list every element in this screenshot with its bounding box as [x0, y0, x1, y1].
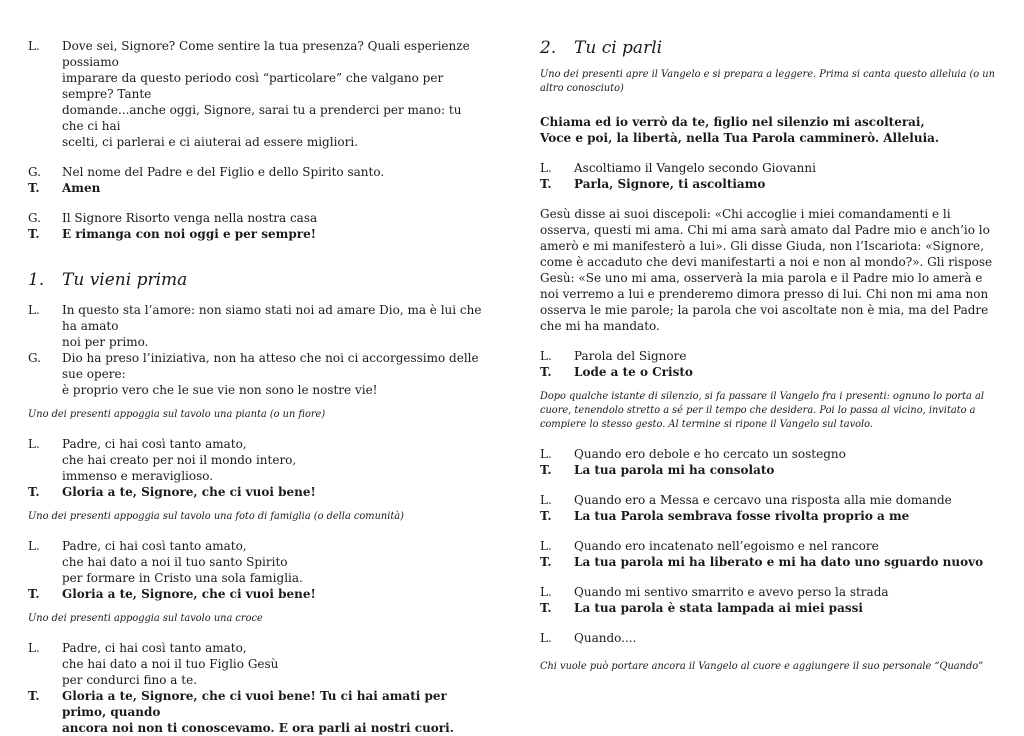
speaker-label: T. [540, 509, 552, 523]
speaker-label: T. [28, 587, 40, 601]
speaker-label: T. [540, 177, 552, 191]
section-heading-2 [540, 38, 995, 58]
line-text: Nel nome del Padre e del Figlio e dello Spirito santo. [62, 165, 385, 179]
response-1-line [28, 484, 483, 500]
line-text: Quando mi sentivo smarrito e avevo perso la strada [574, 585, 889, 599]
speaker-label: L. [28, 437, 40, 451]
opening-line-1 [28, 302, 483, 350]
alleluia-chant: Chiama ed io verrò da te, figlio nel silenzio mi ascolterai, Voce e poi, la libertà, nella Tua Parola camminerò. Alleluia. [540, 115, 940, 145]
speaker-label: G. [28, 351, 41, 365]
announce-response [540, 176, 995, 192]
right-page [540, 38, 995, 674]
speaker-label: T. [540, 365, 552, 379]
line-text: Gloria a te, Signore, che ci vuoi bene! Tu ci hai amati per primo, quando ancora noi non ti conoscevamo. E ora parli ai nostri cuori. [62, 689, 454, 735]
section-title: Tu ci parli [574, 38, 663, 58]
quando-3-response [540, 554, 995, 570]
intro-line-1 [28, 38, 483, 150]
line-text: Amen [62, 181, 101, 195]
intro-line-3 [28, 180, 483, 196]
line-text: Padre, ci hai così tanto amato, che hai dato a noi il tuo santo Spirito per formare in Cristo una sola famiglia. [62, 539, 303, 585]
speaker-label: L. [540, 493, 552, 507]
speaker-label: L. [28, 303, 40, 317]
line-text: Ascoltiamo il Vangelo secondo Giovanni [574, 161, 816, 175]
line-text: Dio ha preso l’iniziativa, non ha atteso che noi ci accorgessimo delle sue opere: è proprio vero che le sue vie non sono le nostre vie! [62, 351, 479, 397]
line-text: Padre, ci hai così tanto amato, che hai dato a noi il tuo Figlio Gesù per condurci fino a te. [62, 641, 279, 687]
quando-final-line [540, 630, 995, 646]
opening-line-2 [28, 350, 483, 398]
gospel-passage: Gesù disse ai suoi discepoli: «Chi accoglie i miei comandamenti e li osserva, questi mi ama. Chi mi ama sarà amato dal Padre mio e anch’io lo amerò e mi manifesterò a lui». Gli disse Giuda, non l’Iscariota: «Signore, come è accaduto che devi manifestarti a noi e non al mondo?». Gli rispose Gesù: «Se uno mi ama, osserverà la mia parola e il Padre mio lo amerà e noi verremo a lui e prenderemo dimora presso di lui. Chi non mi ama non osserva le mie parole; la parola che voi ascoltate non è mia, ma del Padre che mi ha mandato. [540, 207, 993, 333]
acclamation-line [540, 348, 995, 364]
speaker-label: T. [540, 463, 552, 477]
speaker-label: T. [540, 601, 552, 615]
prayer-3-line [28, 640, 483, 688]
speaker-label: T. [540, 555, 552, 569]
line-text: Quando ero incatenato nell’egoismo e nel rancore [574, 539, 879, 553]
quando-4-line [540, 584, 995, 600]
section-title: Tu vieni prima [62, 270, 188, 290]
speaker-label: L. [28, 539, 40, 553]
line-text: Quando ero a Messa e cercavo una risposta alla mie domande [574, 493, 952, 507]
line-text: Dove sei, Signore? Come sentire la tua presenza? Quali esperienze possiamo imparare da questo periodo così “particolare” che valgano per sempre? Tante domande...anche oggi, Signore, sarai tu a prenderci per mano: tu che ci hai scelti, ci parlerai e ci aiuterai ad essere migliori. [62, 39, 470, 149]
line-text: Quando.... [574, 631, 637, 645]
announce-line [540, 160, 995, 176]
rubric-gospel-open: Uno dei presenti apre il Vangelo e si prepara a leggere. Prima si canta questo alleluia (o un altro conosciuto) [540, 69, 995, 94]
quando-2-line [540, 492, 995, 508]
quando-4-response [540, 600, 995, 616]
line-text: Parla, Signore, ti ascoltiamo [574, 177, 766, 191]
line-text: Parola del Signore [574, 349, 687, 363]
prayer-2-line [28, 538, 483, 586]
line-text: Padre, ci hai così tanto amato, che hai creato per noi il mondo intero, immenso e meraviglioso. [62, 437, 297, 483]
speaker-label: G. [28, 165, 41, 179]
line-text: Il Signore Risorto venga nella nostra casa [62, 211, 318, 225]
prayer-1-line [28, 436, 483, 484]
response-2-line [28, 586, 483, 602]
speaker-label: L. [540, 539, 552, 553]
section-number: 1. [28, 270, 45, 290]
speaker-label: L. [540, 447, 552, 461]
line-text: La tua parola è stata lampada ai miei passi [574, 601, 863, 615]
speaker-label: G. [28, 211, 41, 225]
line-text: Gloria a te, Signore, che ci vuoi bene! [62, 485, 316, 499]
rubric-cross: Uno dei presenti appoggia sul tavolo una croce [28, 613, 263, 624]
intro-line-2 [28, 164, 483, 180]
rubric-photo: Uno dei presenti appoggia sul tavolo una foto di famiglia (o della comunità) [28, 511, 404, 522]
speaker-label: T. [28, 689, 40, 703]
speaker-label: T. [28, 485, 40, 499]
speaker-label: L. [540, 161, 552, 175]
intro-line-5 [28, 226, 483, 242]
acclamation-response [540, 364, 995, 380]
intro-line-4 [28, 210, 483, 226]
speaker-label: L. [540, 349, 552, 363]
left-page [28, 38, 483, 736]
quando-2-response [540, 508, 995, 524]
line-text: In questo sta l’amore: non siamo stati noi ad amare Dio, ma è lui che ha amato noi per primo. [62, 303, 482, 349]
quando-1-response [540, 462, 995, 478]
rubric-pass-gospel: Dopo qualche istante di silenzio, si fa passare il Vangelo fra i presenti: ognuno lo porta al cuore, tenendolo stretto a sé per il tempo che desidera. Poi lo passa al vicino, invitato a compiere lo stesso gesto. Al termine si ripone il Vangelo sul tavolo. [540, 391, 984, 430]
line-text: E rimanga con noi oggi e per sempre! [62, 227, 316, 241]
line-text: Gloria a te, Signore, che ci vuoi bene! [62, 587, 316, 601]
response-3-line [28, 688, 483, 736]
speaker-label: T. [28, 181, 40, 195]
section-number: 2. [540, 38, 557, 58]
speaker-label: T. [28, 227, 40, 241]
quando-3-line [540, 538, 995, 554]
rubric-plant: Uno dei presenti appoggia sul tavolo una pianta (o un fiore) [28, 409, 326, 420]
section-heading-1 [28, 270, 483, 290]
speaker-label: L. [540, 585, 552, 599]
speaker-label: L. [540, 631, 552, 645]
quando-1-line [540, 446, 995, 462]
rubric-closing: Chi vuole può portare ancora il Vangelo al cuore e aggiungere il suo personale “Quando” [540, 661, 984, 672]
line-text: Lode a te o Cristo [574, 365, 693, 379]
line-text: Quando ero debole e ho cercato un sostegno [574, 447, 846, 461]
speaker-label: L. [28, 641, 40, 655]
speaker-label: L. [28, 39, 40, 53]
line-text: La tua parola mi ha liberato e mi ha dato uno sguardo nuovo [574, 555, 984, 569]
line-text: La tua parola mi ha consolato [574, 463, 775, 477]
line-text: La tua Parola sembrava fosse rivolta proprio a me [574, 509, 910, 523]
